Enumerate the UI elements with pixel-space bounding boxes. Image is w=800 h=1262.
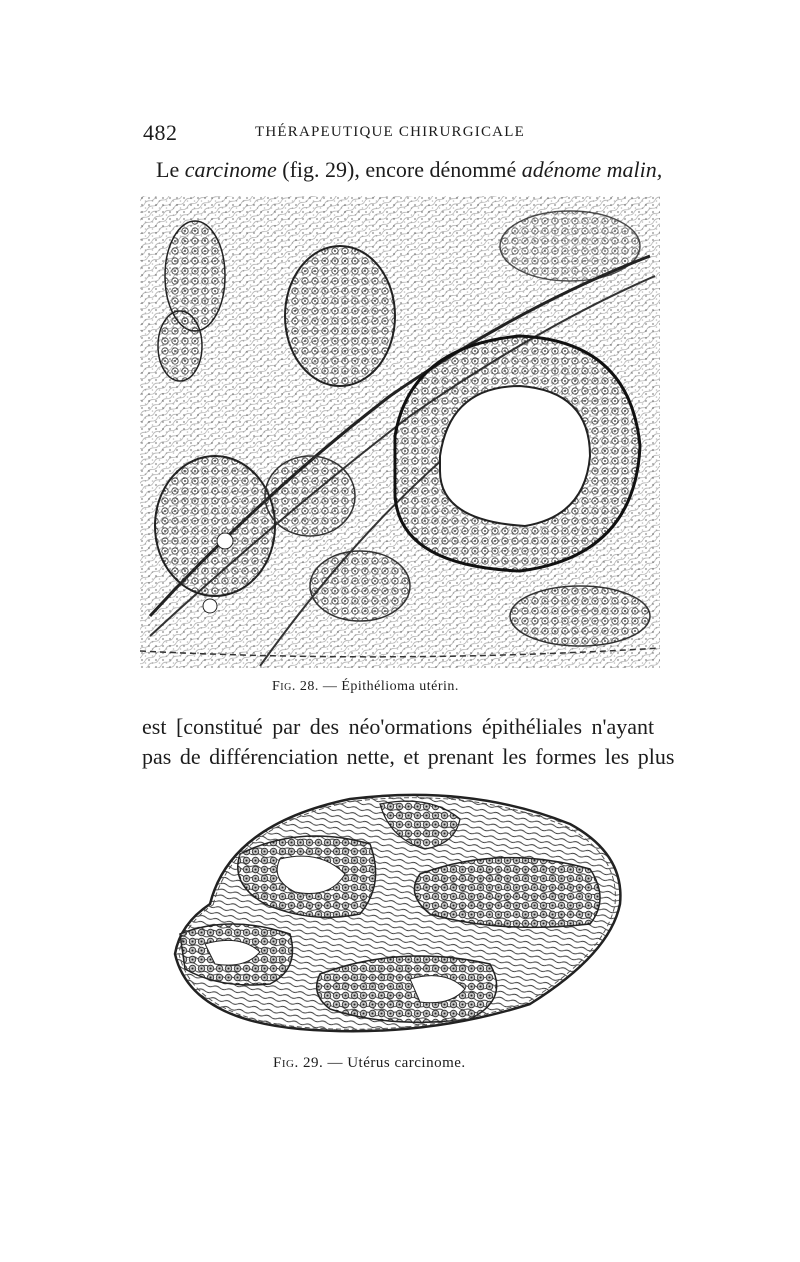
epithelioma-engraving xyxy=(140,196,660,668)
page-number: 482 xyxy=(143,120,178,145)
italic-term: carcinome xyxy=(184,157,277,182)
body-text-line-2: est [constitué par des néo'ormations épithéliales n'ayant xyxy=(142,714,655,739)
caption-label: Fig. 29. xyxy=(273,1055,324,1071)
figure-29-illustration xyxy=(170,784,630,1044)
text-segment: Le xyxy=(156,157,185,182)
caption-label: Fig. 28. xyxy=(272,679,319,694)
caption-text: Utérus carcinome. xyxy=(347,1055,466,1071)
text-segment: (fig. 29), encore dénommé xyxy=(276,157,522,182)
caption-separator: — xyxy=(318,679,342,694)
body-text-line-1 xyxy=(156,156,662,184)
caption-text: Épithélioma utérin. xyxy=(341,679,459,694)
body-text-line-3: pas de différenciation nette, et prenant les formes les plus xyxy=(142,744,675,769)
running-head: THÉRAPEUTIQUE CHIRURGICALE xyxy=(255,124,525,140)
italic-term: adénome malin, xyxy=(521,157,663,182)
carcinoma-engraving xyxy=(170,784,630,1044)
figure-28-illustration xyxy=(140,196,660,668)
figure-28-caption xyxy=(272,679,459,695)
figure-29-caption xyxy=(273,1055,466,1072)
caption-separator: — xyxy=(323,1055,348,1071)
page-header xyxy=(143,120,683,150)
